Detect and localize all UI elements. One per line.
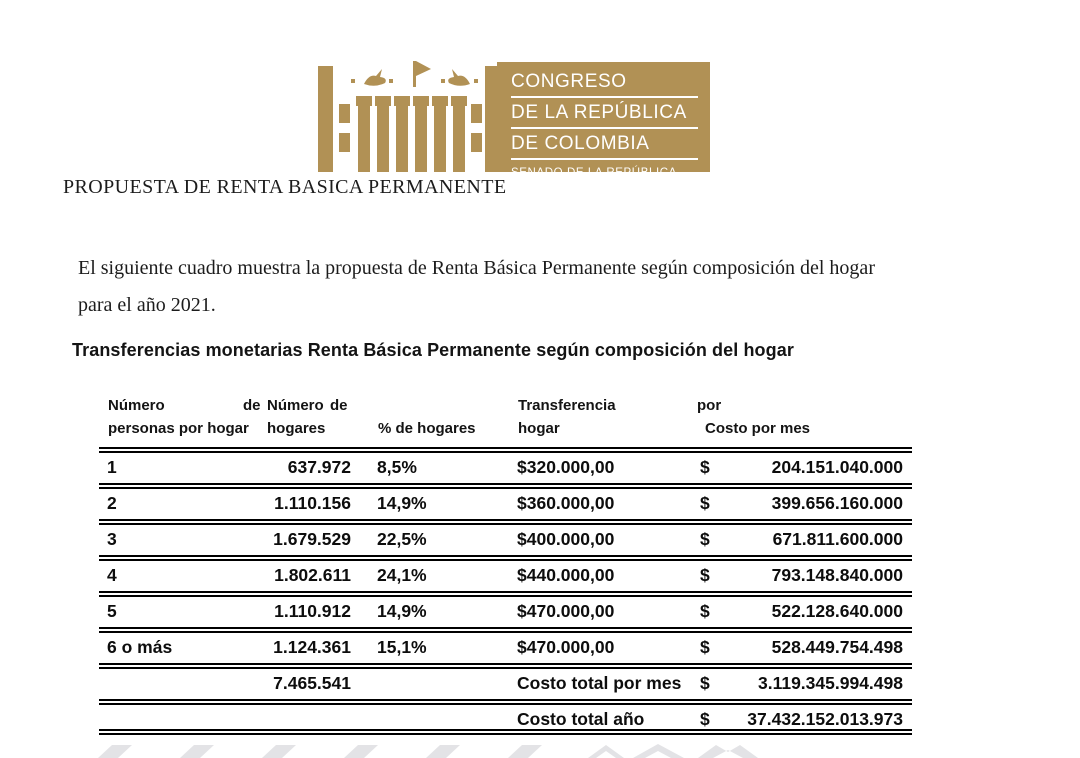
cell-pct: 14,9%	[377, 493, 427, 513]
table-header	[100, 390, 912, 447]
watermark-decoration	[88, 743, 808, 758]
cell-cost: 793.148.840.000	[771, 565, 903, 585]
logo-divider	[511, 96, 698, 98]
header-col3: % de hogares	[378, 420, 476, 437]
cell-cost: 399.656.160.000	[771, 493, 903, 513]
cell-hogares-total: 7.465.541	[273, 673, 351, 693]
cell-total-month-label: Costo total por mes	[517, 673, 682, 693]
cell-persons: 4	[107, 565, 117, 585]
cell-transfer: $440.000,00	[517, 565, 615, 585]
logo-subtitle: SENADO DE LA REPÚBLICA	[511, 167, 677, 179]
cell-pct: 8,5%	[377, 457, 417, 477]
cell-transfer: $470.000,00	[517, 601, 615, 621]
logo-line-congreso: CONGRESO	[511, 71, 627, 92]
table-row	[99, 591, 912, 627]
cell-cost: 671.811.600.000	[772, 529, 903, 549]
cell-hogares: 1.124.361	[273, 637, 351, 657]
table-row	[99, 627, 912, 663]
cell-persons	[107, 705, 264, 734]
cell-persons: 6 o más	[107, 637, 173, 657]
table-total-year-row	[99, 699, 912, 735]
logo-line-republica: DE LA REPÚBLICA	[511, 102, 687, 123]
cell-persons: 2	[107, 493, 117, 513]
intro-line-2: para el año 2021.	[78, 294, 216, 316]
cell-total-year-label: Costo total año	[517, 709, 645, 729]
cell-pct	[351, 705, 517, 734]
cell-currency: $	[700, 565, 710, 585]
logo-divider	[511, 158, 698, 160]
table-row	[99, 447, 912, 483]
cell-persons: 1	[107, 457, 117, 477]
cell-cost: 204.151.040.000	[771, 457, 903, 477]
cell-hogares: 637.972	[287, 457, 351, 477]
cell-currency: $	[700, 673, 710, 693]
header-col1-line2: personas por hogar	[108, 420, 249, 437]
table-title: Transferencias monetarias Renta Básica Permanente según composición del hogar	[72, 340, 794, 360]
cell-total-month-value: 3.119.345.994.498	[757, 673, 903, 693]
header-col4-word2: por	[697, 397, 722, 414]
data-table	[99, 447, 912, 735]
header-col4-line2: hogar	[518, 420, 560, 437]
cell-currency: $	[700, 457, 710, 477]
header-col1-word2: de	[243, 397, 261, 414]
cell-transfer: $400.000,00	[517, 529, 615, 549]
cell-transfer: $320.000,00	[517, 457, 615, 477]
table-row	[99, 555, 912, 591]
cell-hogares	[264, 705, 351, 734]
table-total-month-row	[99, 663, 912, 699]
congress-logo-textblock	[497, 62, 710, 179]
cell-persons: 5	[107, 601, 117, 621]
cell-pct	[351, 669, 517, 699]
cell-hogares: 1.802.611	[274, 565, 351, 585]
cell-currency: $	[700, 601, 710, 621]
cell-persons	[107, 669, 264, 699]
cell-cost: 528.449.754.498	[771, 637, 903, 657]
page-title: PROPUESTA DE RENTA BASICA PERMANENTE	[63, 176, 507, 198]
cell-currency: $	[700, 493, 710, 513]
cell-cost: 522.128.640.000	[771, 601, 903, 621]
header-col5: Costo por mes	[705, 420, 811, 437]
logo-divider	[511, 127, 698, 129]
cell-currency: $	[700, 529, 710, 549]
cell-transfer: $470.000,00	[517, 637, 615, 657]
table-row	[99, 519, 912, 555]
table-row	[99, 483, 912, 519]
header-col2-word2: de	[330, 397, 348, 414]
cell-hogares: 1.110.156	[274, 493, 351, 513]
cell-pct: 14,9%	[377, 601, 427, 621]
cell-currency: $	[700, 637, 710, 657]
cell-hogares: 1.679.529	[273, 529, 351, 549]
cell-hogares: 1.110.912	[274, 601, 351, 621]
cell-total-year-value: 37.432.152.013.973	[747, 709, 903, 729]
logo-line-colombia: DE COLOMBIA	[511, 133, 650, 154]
cell-pct: 15,1%	[377, 637, 427, 657]
cell-pct: 22,5%	[377, 529, 427, 549]
cell-persons: 3	[107, 529, 117, 549]
header-col2-line2: hogares	[267, 420, 326, 437]
cell-currency: $	[700, 709, 710, 729]
intro-line-1: El siguiente cuadro muestra la propuesta de Renta Básica Permanente según composición del hogar	[78, 257, 875, 279]
header-col4-word1: Transferencia	[518, 397, 616, 414]
cell-transfer: $360.000,00	[517, 493, 615, 513]
header-col2-word1: Número	[267, 397, 324, 414]
capitol-emblem-icon	[318, 60, 500, 172]
cell-pct: 24,1%	[377, 565, 427, 585]
header-col1-word1: Número	[108, 397, 165, 414]
intro-paragraph	[78, 250, 998, 324]
